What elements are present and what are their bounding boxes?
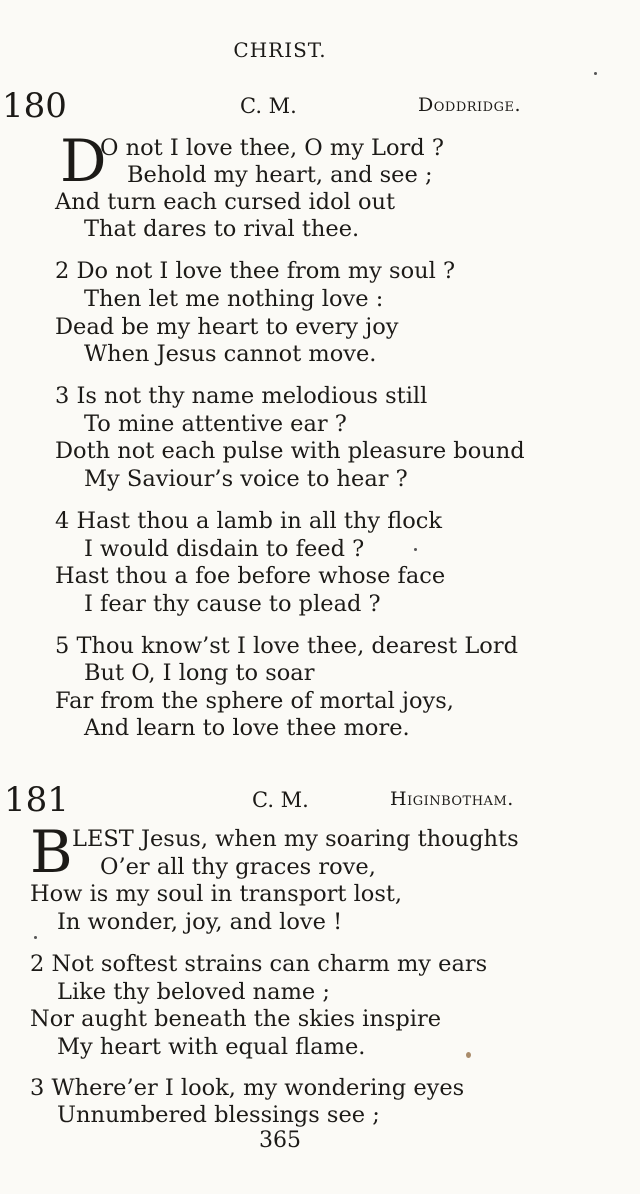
verse-line: 4 Hast thou a lamb in all thy flock	[55, 508, 443, 534]
verse-line: Far from the sphere of mortal joys,	[55, 688, 454, 714]
verse-line: My heart with equal flame.	[57, 1034, 366, 1060]
verse-line: To mine attentive ear ?	[84, 411, 347, 437]
verse-line: Dead be my heart to every joy	[55, 314, 399, 340]
drop-cap: D	[60, 127, 107, 195]
verse-line: When Jesus cannot move.	[84, 341, 377, 367]
verse-line: My Saviour’s voice to hear ?	[84, 466, 408, 492]
page-number: 365	[259, 1128, 301, 1153]
verse-line: Nor aught beneath the skies inspire	[30, 1006, 442, 1032]
drop-cap: B	[30, 818, 73, 886]
hymn-number: 181	[4, 780, 69, 820]
verse-line: How is my soul in transport lost,	[30, 881, 403, 907]
verse-line: LEST Jesus, when my soaring thoughts	[72, 826, 519, 852]
verse-line: O’er all thy graces rove,	[100, 854, 376, 880]
verse-line: And learn to love thee more.	[84, 715, 410, 741]
hymn-author: Higinbotham.	[390, 788, 514, 810]
verse-line: In wonder, joy, and love !	[57, 909, 343, 935]
verse-line: 2 Not softest strains can charm my ears	[30, 951, 488, 977]
verse-line: And turn each cursed idol out	[55, 189, 396, 215]
verse-line: I fear thy cause to plead ?	[84, 591, 381, 617]
verse-line: I would disdain to feed ?	[84, 536, 365, 562]
verse-line: Doth not each pulse with pleasure bound	[55, 438, 525, 464]
verse-line: 5 Thou know’st I love thee, dearest Lord	[55, 633, 518, 659]
hymn-meter: C. M.	[252, 788, 309, 812]
scan-speck	[34, 936, 37, 939]
verse-line: Hast thou a foe before whose face	[55, 563, 446, 589]
verse-line: Then let me nothing love :	[84, 286, 384, 312]
hymn-number: 180	[2, 86, 67, 126]
scan-speck	[594, 72, 597, 75]
scan-speck	[466, 1052, 471, 1058]
hymn-meter: C. M.	[240, 94, 297, 118]
verse-line: 2 Do not I love thee from my soul ?	[55, 258, 456, 284]
verse-line: That dares to rival thee.	[84, 216, 360, 242]
verse-line: Behold my heart, and see ;	[127, 162, 433, 188]
verse-line: But O, I long to soar	[84, 660, 315, 686]
hymn-author: Doddridge.	[418, 94, 521, 116]
verse-line: O not I love thee, O my Lord ?	[100, 135, 444, 161]
scan-speck	[414, 548, 417, 551]
verse-line: Unnumbered blessings see ;	[57, 1102, 380, 1128]
verse-line: 3 Where’er I look, my wondering eyes	[30, 1075, 465, 1101]
verse-line: Like thy beloved name ;	[57, 979, 330, 1005]
running-header: CHRIST.	[233, 38, 327, 62]
verse-line: 3 Is not thy name melodious still	[55, 383, 428, 409]
